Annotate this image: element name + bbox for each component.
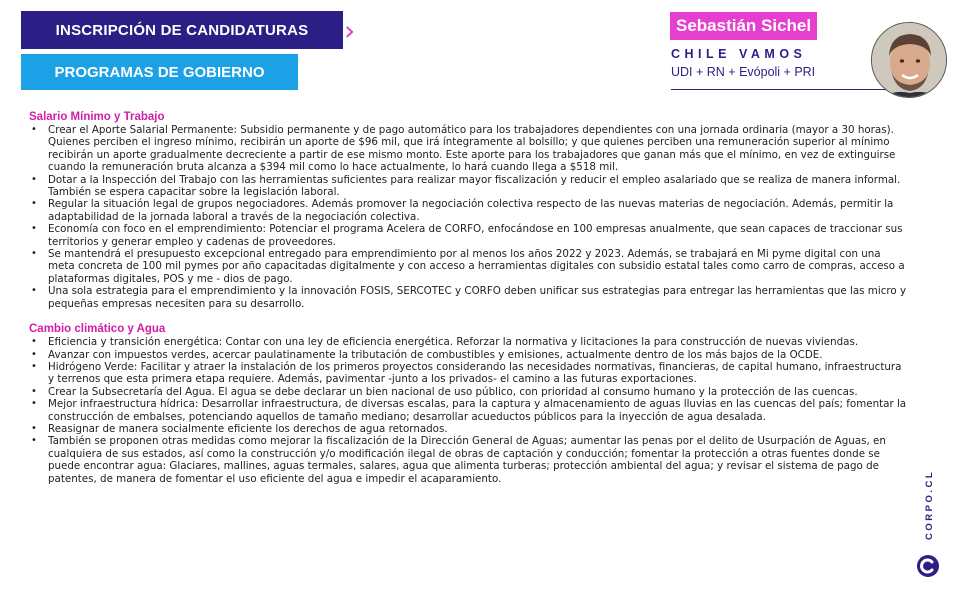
bullet-item: • Regular la situación legal de grupos negociadores. Además promover la negociación colectiva respecto de las nuevas materias de negociación. Además, permitir la adaptabilidad de la jornada laboral a través de la negociación colectiva. — [29, 198, 909, 223]
candidate-parties: UDI + RN + Evópoli + PRI — [671, 65, 816, 79]
bullet-item: • Una sola estrategia para el emprendimiento y la innovación FOSIS, SERCOTEC y CORFO deben unificar sus estrategias para entregar las herramientas que las micro y pequeñas empresas necesiten para su desarrollo. — [29, 285, 909, 310]
corpo-logo-icon — [916, 554, 940, 578]
candidate-avatar — [871, 22, 947, 98]
chevron-right-icon: › — [344, 14, 356, 47]
bullet-item: • Dotar a la Inspección del Trabajo con las herramientas suficientes para realizar mayor fiscalización y reducir el empleo asalariado que se realiza de manera informal. También se espera capacitar sobre la legislación laboral. — [29, 174, 909, 199]
bullet-list — [29, 336, 909, 485]
bullet-item: • Economía con foco en el emprendimiento: Potenciar el programa Acelera de CORFO, enfocándose en 100 empresas anualmente, que sean capaces de traccionar sus territorios y generar empleo y cadenas de proveedores. — [29, 223, 909, 248]
candidate-coalition: CHILE VAMOS — [671, 47, 807, 61]
candidate-divider — [671, 89, 886, 90]
bullet-item: • Eficiencia y transición energética: Contar con una ley de eficiencia energética. Reforzar la normativa y licitaciones la para construcción de nuevas viviendas. — [29, 336, 909, 348]
candidate-portrait-icon — [872, 23, 947, 98]
bullet-item: • También se proponen otras medidas como mejorar la fiscalización de la Dirección General de Aguas; aumentar las penas por el delito de Usurpación de Aguas, en cualquiera de sus estados, así como la construcción y/o modificación ilegal de obras de captación y conducción; fomentar la protección a otras fuentes donde se puede encontrar agua: Glaciares, mallines, aguas termales, salares, agua que alimenta turberas; protección ambiental del agua; y revisar el sistema de pago de patentes, de manera de fomentar el uso eficiente del agua e impedir el acaparamiento. — [29, 435, 909, 485]
brand-wordmark: CORPO.CL — [924, 469, 935, 540]
bullet-item: • Mejor infraestructura hídrica: Desarrollar infraestructura, de diversas escalas, para la captura y almacenamiento de aguas lluvias en las cuencas del país; fomentar la construcción de embalses, potenciando aquellos de tamaño mediano; desarrollar acueductos públicos para la inyección de agua desalada. — [29, 398, 909, 423]
section-title: Salario Mínimo y Trabajo — [29, 111, 165, 123]
bullet-item: • Avanzar con impuestos verdes, acercar paulatinamente la tributación de combustibles y emisiones, actualmente dentro de los más bajos de la OCDE. — [29, 349, 909, 361]
candidate-name: Sebastián Sichel — [670, 12, 817, 40]
bullet-list — [29, 124, 909, 310]
tab-inscripcion-candidaturas[interactable] — [21, 11, 343, 49]
bullet-item: • Reasignar de manera socialmente eficiente los derechos de agua retornados. — [29, 423, 909, 435]
program-section — [29, 322, 909, 485]
program-section — [29, 110, 909, 310]
tab-inscripcion-label: INSCRIPCIÓN DE CANDIDATURAS — [55, 21, 309, 39]
bullet-item: • Hidrógeno Verde: Facilitar y atraer la instalación de los primeros proyectos considerando las necesidades normativas, financieras, de capital humano, infraestructura y terrenos que esta primera etapa requiere. Además, pavimentar -junto a los privados- el camino a las futuras exportaciones. — [29, 361, 909, 386]
bullet-item: • Se mantendrá el presupuesto excepcional entregado para emprendimiento por al menos los años 2022 y 2023. Además, se trabajará en Mi pyme digital con una meta concreta de 100 mil pymes por año capacitadas digitalmente y con acceso a herramientas digitales con subsidio estatal tales como carro de compras, acceso a plataformas digitales, POS y me - dios de pago. — [29, 248, 909, 285]
tab-programas-gobierno[interactable] — [21, 54, 298, 90]
section-title: Cambio climático y Agua — [29, 323, 166, 336]
program-content — [29, 110, 909, 485]
bullet-item: • Crear el Aporte Salarial Permanente: Subsidio permanente y de pago automático para los trabajadores dependientes con una jornada ordinaria (mayor a 30 horas). Quienes perciben el ingreso mínimo, recibirán un aporte de $96 mil, que irá íntegramente al bolsillo; y que quienes perciben una remuneración superior al mínimo recibirán un aporte gradualmente decreciente a partir de ese mismo monto. Este aporte para los trabajadores que ganan más que el mínimo, en vez de extinguirse cuando la remuneración bruta alcanza a $394 mil como lo hace actualmente, lo hará cuando llega a $518 mil. — [29, 124, 909, 174]
bullet-item: • Crear la Subsecretaría del Agua. El agua se debe declarar un bien nacional de uso público, con prioridad al consumo humano y la protección de las cuencas. — [29, 386, 909, 398]
tab-programas-label: PROGRAMAS DE GOBIERNO — [54, 63, 265, 81]
